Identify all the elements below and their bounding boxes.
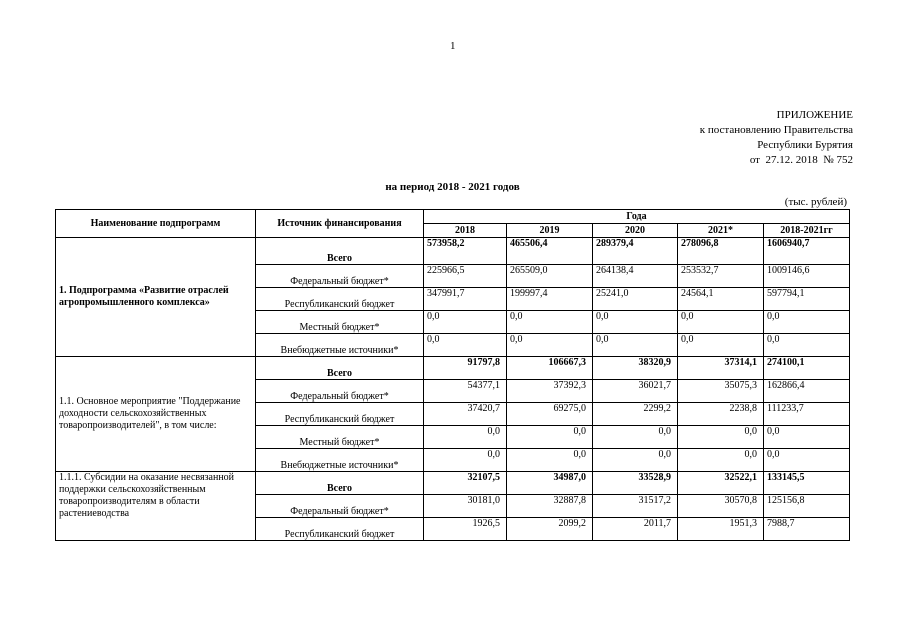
value-cell: 289379,4 xyxy=(593,238,678,265)
funding-source: Всего xyxy=(256,357,424,380)
value-cell: 38320,9 xyxy=(593,357,678,380)
subprogram-name: 1. Подпрограмма «Развитие отраслей агропромышленного комплекса» xyxy=(56,238,256,357)
value-cell: 0,0 xyxy=(507,334,593,357)
funding-source: Местный бюджет* xyxy=(256,426,424,449)
table-row xyxy=(56,472,850,495)
funding-source: Республиканский бюджет xyxy=(256,288,424,311)
value-cell: 30181,0 xyxy=(424,495,507,518)
value-cell: 0,0 xyxy=(424,426,507,449)
value-cell: 31517,2 xyxy=(593,495,678,518)
value-cell-total: 1606940,7 xyxy=(764,238,850,265)
value-cell: 54377,1 xyxy=(424,380,507,403)
value-cell: 2011,7 xyxy=(593,518,678,541)
appendix-block xyxy=(700,108,853,168)
value-cell: 33528,9 xyxy=(593,472,678,495)
appendix-line-1: к постановлению Правительства xyxy=(699,124,853,136)
table-row xyxy=(56,357,850,380)
value-cell: 106667,3 xyxy=(507,357,593,380)
funding-source: Республиканский бюджет xyxy=(256,518,424,541)
value-cell: 0,0 xyxy=(593,426,678,449)
value-cell: 225966,5 xyxy=(424,265,507,288)
header-years-group: Года xyxy=(424,210,850,224)
value-cell: 34987,0 xyxy=(507,472,593,495)
value-cell: 1951,3 xyxy=(678,518,764,541)
value-cell: 0,0 xyxy=(593,449,678,472)
value-cell: 25241,0 xyxy=(593,288,678,311)
value-cell: 24564,1 xyxy=(678,288,764,311)
value-cell: 0,0 xyxy=(678,334,764,357)
value-cell: 35075,3 xyxy=(678,380,764,403)
value-cell: 91797,8 xyxy=(424,357,507,380)
units-label: (тыс. рублей) xyxy=(784,196,847,208)
value-cell-total: 0,0 xyxy=(764,334,850,357)
value-cell: 37392,3 xyxy=(507,380,593,403)
header-name: Наименование подпрограмм xyxy=(56,210,256,238)
value-cell: 0,0 xyxy=(593,334,678,357)
value-cell: 30570,8 xyxy=(678,495,764,518)
table-row xyxy=(56,238,850,265)
value-cell: 0,0 xyxy=(424,334,507,357)
value-cell: 37420,7 xyxy=(424,403,507,426)
value-cell: 1926,5 xyxy=(424,518,507,541)
header-year: 2020 xyxy=(593,224,678,238)
value-cell: 0,0 xyxy=(678,449,764,472)
header-year-total: 2018-2021гг xyxy=(764,224,850,238)
header-source: Источник финансирования xyxy=(256,210,424,238)
value-cell-total: 133145,5 xyxy=(764,472,850,495)
header-year: 2018 xyxy=(424,224,507,238)
funding-source: Внебюджетные источники* xyxy=(256,334,424,357)
value-cell: 69275,0 xyxy=(507,403,593,426)
value-cell: 573958,2 xyxy=(424,238,507,265)
value-cell: 32107,5 xyxy=(424,472,507,495)
value-cell-total: 111233,7 xyxy=(764,403,850,426)
value-cell: 264138,4 xyxy=(593,265,678,288)
value-cell: 0,0 xyxy=(678,311,764,334)
funding-table xyxy=(55,209,850,541)
value-cell-total: 7988,7 xyxy=(764,518,850,541)
value-cell-total: 162866,4 xyxy=(764,380,850,403)
funding-source: Федеральный бюджет* xyxy=(256,380,424,403)
value-cell: 278096,8 xyxy=(678,238,764,265)
value-cell: 37314,1 xyxy=(678,357,764,380)
value-cell: 32887,8 xyxy=(507,495,593,518)
value-cell-total: 0,0 xyxy=(764,311,850,334)
value-cell: 0,0 xyxy=(507,311,593,334)
value-cell: 0,0 xyxy=(678,426,764,449)
value-cell-total: 1009146,6 xyxy=(764,265,850,288)
appendix-line-3: от 27.12. 2018 № 752 xyxy=(749,154,853,166)
value-cell-total: 274100,1 xyxy=(764,357,850,380)
value-cell: 0,0 xyxy=(424,311,507,334)
value-cell: 2299,2 xyxy=(593,403,678,426)
appendix-line-2: Республики Бурятия xyxy=(757,139,853,151)
value-cell: 265509,0 xyxy=(507,265,593,288)
value-cell: 2099,2 xyxy=(507,518,593,541)
value-cell: 0,0 xyxy=(593,311,678,334)
funding-source: Всего xyxy=(256,238,424,265)
funding-source: Всего xyxy=(256,472,424,495)
value-cell: 2238,8 xyxy=(678,403,764,426)
value-cell-total: 125156,8 xyxy=(764,495,850,518)
value-cell: 347991,7 xyxy=(424,288,507,311)
value-cell: 32522,1 xyxy=(678,472,764,495)
value-cell-total: 0,0 xyxy=(764,449,850,472)
value-cell-total: 0,0 xyxy=(764,426,850,449)
funding-source: Республиканский бюджет xyxy=(256,403,424,426)
page-number: 1 xyxy=(450,40,456,52)
value-cell-total: 597794,1 xyxy=(764,288,850,311)
funding-source: Внебюджетные источники* xyxy=(256,449,424,472)
value-cell: 36021,7 xyxy=(593,380,678,403)
value-cell: 0,0 xyxy=(507,426,593,449)
subprogram-name: 1.1.1. Субсидии на оказание несвязанной поддержки сельскохозяйственным товаропроизводителям в области растениеводства xyxy=(56,472,256,541)
header-year: 2021* xyxy=(678,224,764,238)
header-year: 2019 xyxy=(507,224,593,238)
appendix-title: ПРИЛОЖЕНИЕ xyxy=(776,109,853,121)
funding-source: Местный бюджет* xyxy=(256,311,424,334)
period-title: на период 2018 - 2021 годов xyxy=(385,181,520,193)
value-cell: 0,0 xyxy=(424,449,507,472)
value-cell: 0,0 xyxy=(507,449,593,472)
value-cell: 465506,4 xyxy=(507,238,593,265)
value-cell: 199997,4 xyxy=(507,288,593,311)
funding-source: Федеральный бюджет* xyxy=(256,495,424,518)
value-cell: 253532,7 xyxy=(678,265,764,288)
subprogram-name: 1.1. Основное мероприятие "Поддержание доходности сельскохозяйственных товаропроизводителей", в том числе: xyxy=(56,357,256,472)
funding-source: Федеральный бюджет* xyxy=(256,265,424,288)
